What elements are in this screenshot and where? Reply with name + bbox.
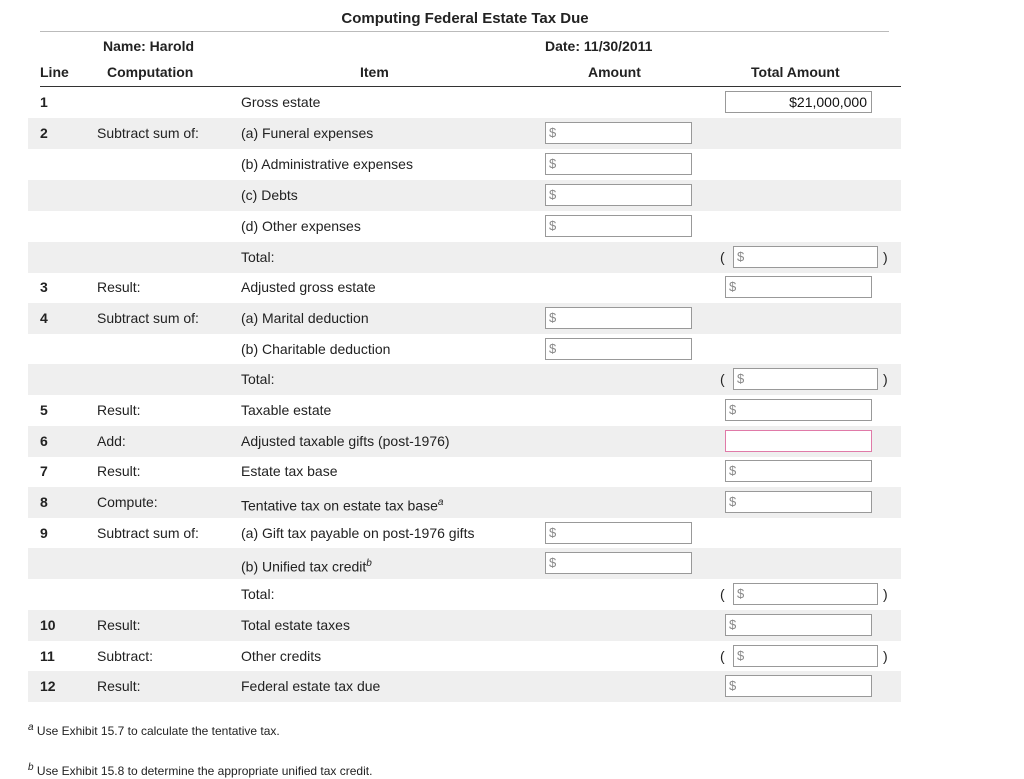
tentative-tax-input[interactable] bbox=[725, 491, 872, 513]
dollar-sign: $ bbox=[729, 463, 737, 478]
table-row bbox=[28, 518, 901, 549]
footnote-a bbox=[28, 722, 280, 738]
table-row bbox=[28, 149, 901, 180]
computation-label: Result: bbox=[97, 279, 141, 295]
dollar-sign: $ bbox=[549, 310, 557, 325]
dollar-sign: $ bbox=[737, 249, 745, 264]
table-row bbox=[28, 87, 901, 118]
dollar-sign: $ bbox=[549, 218, 557, 233]
line-number: 1 bbox=[40, 94, 48, 110]
item-label: Estate tax base bbox=[241, 463, 338, 479]
item-text: Tentative tax on estate tax base bbox=[241, 497, 438, 514]
taxable-estate-input[interactable] bbox=[725, 399, 872, 421]
close-paren: ) bbox=[883, 586, 888, 602]
close-paren: ) bbox=[883, 371, 888, 387]
footnote-b bbox=[28, 762, 372, 778]
computation-label: Add: bbox=[97, 433, 126, 449]
unified-tax-credit-input[interactable] bbox=[545, 552, 692, 574]
open-paren: ( bbox=[720, 648, 725, 664]
footnote-text: Use Exhibit 15.8 to determine the appropriate unified tax credit. bbox=[36, 764, 373, 778]
date-label: Date: 11/30/2011 bbox=[545, 38, 653, 54]
item-label: Total: bbox=[241, 249, 275, 265]
line-number: 6 bbox=[40, 433, 48, 449]
item-text: (b) Unified tax credit bbox=[241, 558, 367, 575]
table-row bbox=[28, 334, 901, 365]
item-label: Adjusted gross estate bbox=[241, 279, 376, 295]
item-label: Gross estate bbox=[241, 94, 321, 110]
dollar-sign: $ bbox=[729, 617, 737, 632]
header-item: Item bbox=[360, 64, 389, 80]
footnote-marker: b bbox=[366, 558, 372, 569]
dollar-sign: $ bbox=[729, 279, 737, 294]
dollar-sign: $ bbox=[549, 125, 557, 140]
item-label: Total: bbox=[241, 371, 275, 387]
line-number: 8 bbox=[40, 494, 48, 510]
dollar-sign: $ bbox=[549, 187, 557, 202]
table-row bbox=[28, 303, 901, 334]
item-label: (a) Marital deduction bbox=[241, 310, 369, 326]
table-row bbox=[28, 671, 901, 702]
dollar-sign: $ bbox=[549, 525, 557, 540]
line-number: 5 bbox=[40, 402, 48, 418]
header-total-amount: Total Amount bbox=[751, 64, 840, 80]
computation-label: Subtract: bbox=[97, 648, 154, 664]
computation-label: Result: bbox=[97, 678, 141, 694]
footnote-text: Use Exhibit 15.7 to calculate the tentative tax. bbox=[36, 724, 280, 738]
estate-tax-base-input[interactable] bbox=[725, 460, 872, 482]
dollar-sign: $ bbox=[549, 156, 557, 171]
table-row bbox=[28, 364, 901, 395]
dollar-sign: $ bbox=[737, 586, 745, 601]
footnote-marker: a bbox=[437, 497, 444, 508]
gross-estate-total-field[interactable]: $21,000,000 bbox=[725, 91, 872, 113]
computation-label: Result: bbox=[97, 617, 141, 633]
line-number: 4 bbox=[40, 310, 48, 326]
footnote-marker: b bbox=[28, 762, 34, 773]
total-estate-taxes-input[interactable] bbox=[725, 614, 872, 636]
line-number: 11 bbox=[40, 648, 55, 664]
item-label: Total: bbox=[241, 586, 275, 602]
item-label: Other credits bbox=[241, 648, 322, 664]
adjusted-taxable-gifts-input[interactable] bbox=[725, 430, 872, 452]
dollar-sign: $ bbox=[729, 402, 737, 417]
line-number: 3 bbox=[40, 279, 48, 295]
page-title: Computing Federal Estate Tax Due bbox=[341, 10, 589, 27]
table-row bbox=[28, 487, 901, 518]
table-row bbox=[28, 118, 901, 149]
line-number: 2 bbox=[40, 125, 48, 141]
item-label: Taxable estate bbox=[241, 402, 332, 418]
adjusted-gross-estate-input[interactable] bbox=[725, 276, 872, 298]
header-amount: Amount bbox=[588, 64, 641, 80]
item-label bbox=[241, 487, 443, 518]
federal-estate-tax-due-input[interactable] bbox=[725, 675, 872, 697]
close-paren: ) bbox=[883, 648, 888, 664]
computation-label: Compute: bbox=[97, 494, 158, 510]
marital-deduction-input[interactable] bbox=[545, 307, 692, 329]
funeral-expenses-input[interactable] bbox=[545, 122, 692, 144]
computation-label: Result: bbox=[97, 402, 141, 418]
open-paren: ( bbox=[720, 249, 725, 265]
table-row bbox=[28, 180, 901, 211]
table-row bbox=[28, 272, 901, 303]
line-number: 12 bbox=[40, 678, 56, 694]
table-row bbox=[28, 242, 901, 273]
dollar-sign: $ bbox=[729, 494, 737, 509]
table-row bbox=[28, 426, 901, 457]
item-label: Adjusted taxable gifts (post-1976) bbox=[241, 433, 450, 449]
header-computation: Computation bbox=[107, 64, 194, 80]
administrative-expenses-input[interactable] bbox=[545, 153, 692, 175]
other-expenses-input[interactable] bbox=[545, 215, 692, 237]
computation-label: Subtract sum of: bbox=[97, 525, 199, 541]
open-paren: ( bbox=[720, 586, 725, 602]
line-number: 10 bbox=[40, 617, 56, 633]
table-row bbox=[28, 579, 901, 610]
dollar-sign: $ bbox=[737, 648, 745, 663]
footnote-marker: a bbox=[28, 722, 34, 733]
item-label: (a) Funeral expenses bbox=[241, 125, 374, 141]
line-number: 9 bbox=[40, 525, 48, 541]
close-paren: ) bbox=[883, 249, 888, 265]
dollar-sign: $ bbox=[549, 555, 557, 570]
deductions-total-input[interactable] bbox=[733, 368, 878, 390]
table-row bbox=[28, 395, 901, 426]
item-label bbox=[241, 548, 372, 579]
header-line: Line bbox=[40, 64, 69, 80]
open-paren: ( bbox=[720, 371, 725, 387]
table-row bbox=[28, 548, 901, 579]
item-label: (d) Other expenses bbox=[241, 218, 361, 234]
other-credits-input[interactable] bbox=[733, 645, 878, 667]
item-label: Total estate taxes bbox=[241, 617, 350, 633]
dollar-sign: $ bbox=[729, 678, 737, 693]
dollar-sign: $ bbox=[549, 341, 557, 356]
line-number: 7 bbox=[40, 463, 48, 479]
item-label: (a) Gift tax payable on post-1976 gifts bbox=[241, 525, 475, 541]
computation-label: Result: bbox=[97, 463, 141, 479]
credits-total-input[interactable] bbox=[733, 583, 878, 605]
gift-tax-payable-input[interactable] bbox=[545, 522, 692, 544]
table-row bbox=[28, 641, 901, 672]
table-row bbox=[28, 456, 901, 487]
debts-input[interactable] bbox=[545, 184, 692, 206]
computation-label: Subtract sum of: bbox=[97, 125, 199, 141]
dollar-sign: $ bbox=[737, 371, 745, 386]
table-row bbox=[28, 610, 901, 641]
title-divider bbox=[40, 31, 889, 32]
item-label: (b) Administrative expenses bbox=[241, 156, 413, 172]
expenses-total-input[interactable] bbox=[733, 246, 878, 268]
name-label: Name: Harold bbox=[103, 38, 195, 54]
item-label: (b) Charitable deduction bbox=[241, 341, 391, 357]
item-label: (c) Debts bbox=[241, 187, 298, 203]
charitable-deduction-input[interactable] bbox=[545, 338, 692, 360]
computation-label: Subtract sum of: bbox=[97, 310, 199, 326]
table-row bbox=[28, 211, 901, 242]
item-label: Federal estate tax due bbox=[241, 678, 381, 694]
